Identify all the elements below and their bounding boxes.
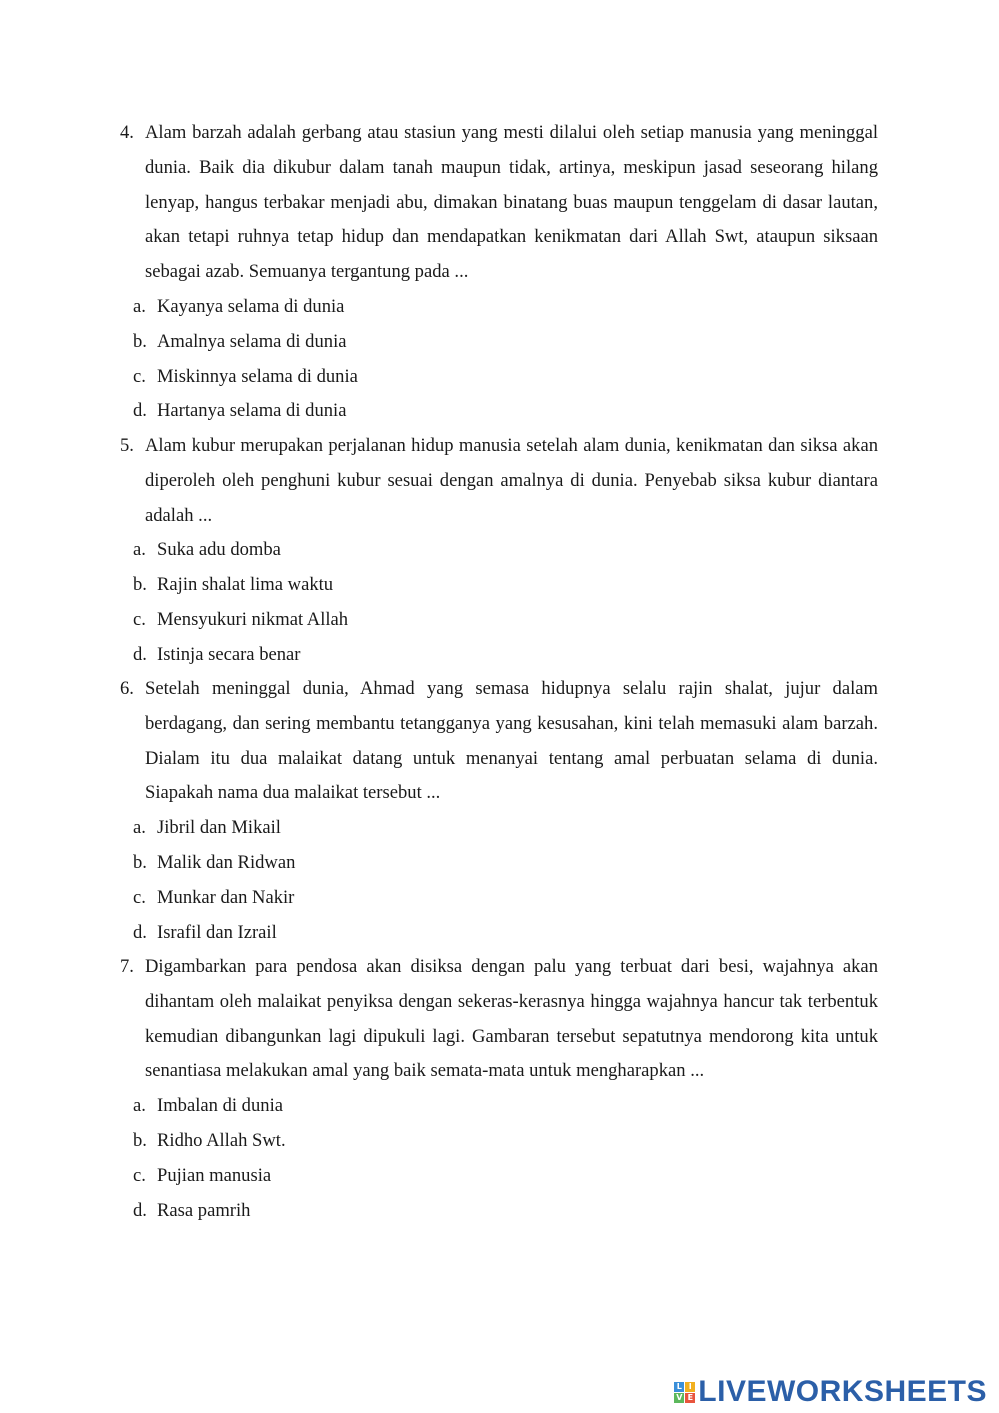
logo-mark-letter: L bbox=[674, 1382, 684, 1392]
option-text: Ridho Allah Swt. bbox=[157, 1129, 286, 1151]
option-text: Kayanya selama di dunia bbox=[157, 295, 345, 317]
answer-option-d[interactable] bbox=[120, 916, 878, 951]
answer-option-c[interactable] bbox=[120, 1159, 878, 1194]
option-letter: a. bbox=[133, 295, 146, 317]
option-letter: c. bbox=[133, 365, 146, 387]
logo-text: LIVEWORKSHEETS bbox=[698, 1375, 987, 1408]
answer-option-b[interactable] bbox=[120, 846, 878, 881]
option-text: Jibril dan Mikail bbox=[157, 817, 281, 839]
answer-option-d[interactable] bbox=[120, 1194, 878, 1229]
answer-options bbox=[120, 533, 878, 672]
answer-option-b[interactable] bbox=[120, 568, 878, 603]
liveworksheets-logo bbox=[674, 1377, 987, 1407]
answer-option-a[interactable] bbox=[120, 1089, 878, 1124]
logo-mark-icon bbox=[674, 1382, 695, 1403]
option-text: Israfil dan Izrail bbox=[157, 921, 277, 943]
option-text: Istinja secara benar bbox=[157, 643, 301, 665]
option-text: Mensyukuri nikmat Allah bbox=[157, 608, 349, 630]
option-text: Rajin shalat lima waktu bbox=[157, 574, 334, 596]
logo-mark-letter: E bbox=[685, 1393, 695, 1403]
option-letter: a. bbox=[133, 539, 146, 561]
option-letter: d. bbox=[133, 921, 147, 943]
answer-options bbox=[120, 290, 878, 429]
answer-option-c[interactable] bbox=[120, 881, 878, 916]
question-number: 5. bbox=[120, 435, 134, 456]
answer-option-a[interactable] bbox=[120, 290, 878, 325]
question-5 bbox=[120, 429, 878, 673]
option-letter: c. bbox=[133, 886, 146, 908]
option-text: Hartanya selama di dunia bbox=[157, 400, 347, 422]
question-text: Digambarkan para pendosa akan disiksa dengan palu yang terbuat dari besi, wajahnya akan dihantam oleh malaikat penyiksa dengan sekeras-kerasnya hingga wajahnya hancur tak terbentuk kemudian dibangunkan lagi dipukuli lagi. Gambaran tersebut sepatutnya mendorong kita untuk senantiasa melakukan amal yang baik semata-mata untuk mengharapkan ... bbox=[145, 956, 878, 1082]
question-text: Setelah meninggal dunia, Ahmad yang semasa hidupnya selalu rajin shalat, jujur dalam berdagang, dan sering membantu tetangganya yang kesusahan, kini telah memasuki alam barzah. Dialam itu dua malaikat datang untuk menanyai tentang amal perbuatan selama di dunia. Siapakah nama dua malaikat tersebut ... bbox=[145, 678, 878, 804]
question-number: 7. bbox=[120, 956, 134, 977]
option-letter: c. bbox=[133, 1164, 146, 1186]
answer-option-c[interactable] bbox=[120, 603, 878, 638]
option-letter: d. bbox=[133, 1199, 147, 1221]
option-text: Malik dan Ridwan bbox=[157, 851, 296, 873]
question-6 bbox=[120, 672, 878, 950]
option-letter: b. bbox=[133, 851, 147, 873]
answer-option-a[interactable] bbox=[120, 533, 878, 568]
option-letter: b. bbox=[133, 1129, 147, 1151]
option-letter: b. bbox=[133, 330, 147, 352]
option-text: Suka adu domba bbox=[157, 539, 281, 561]
answer-option-d[interactable] bbox=[120, 638, 878, 673]
answer-option-b[interactable] bbox=[120, 1124, 878, 1159]
option-text: Amalnya selama di dunia bbox=[157, 330, 347, 352]
option-letter: a. bbox=[133, 1095, 146, 1117]
answer-options bbox=[120, 1089, 878, 1228]
option-letter: b. bbox=[133, 574, 147, 596]
answer-option-c[interactable] bbox=[120, 360, 878, 395]
option-text: Imbalan di dunia bbox=[157, 1095, 283, 1117]
option-text: Miskinnya selama di dunia bbox=[157, 365, 358, 387]
question-text: Alam barzah adalah gerbang atau stasiun yang mesti dilalui oleh setiap manusia yang meninggal dunia. Baik dia dikubur dalam tanah maupun tidak, artinya, meskipun jasad seseorang hilang lenyap, hangus terbakar menjadi abu, dimakan binatang buas maupun tenggelam di dasar lautan, akan tetapi ruhnya tetap hidup dan mendapatkan kenikmatan dari Allah Swt, ataupun siksaan sebagai azab. Semuanya tergantung pada ... bbox=[145, 122, 878, 283]
logo-mark-letter: I bbox=[685, 1382, 695, 1392]
question-number: 6. bbox=[120, 678, 134, 699]
question-number: 4. bbox=[120, 122, 134, 143]
option-text: Munkar dan Nakir bbox=[157, 886, 295, 908]
option-letter: c. bbox=[133, 608, 146, 630]
option-text: Pujian manusia bbox=[157, 1164, 272, 1186]
logo-mark-letter: V bbox=[676, 1392, 683, 1402]
option-letter: a. bbox=[133, 817, 146, 839]
question-4 bbox=[120, 116, 878, 429]
answer-options bbox=[120, 811, 878, 950]
answer-option-b[interactable] bbox=[120, 325, 878, 360]
question-7 bbox=[120, 950, 878, 1228]
answer-option-d[interactable] bbox=[120, 394, 878, 429]
option-letter: d. bbox=[133, 400, 147, 422]
question-text: Alam kubur merupakan perjalanan hidup manusia setelah alam dunia, kenikmatan dan siksa akan diperoleh oleh penghuni kubur sesuai dengan amalnya di dunia. Penyebab siksa kubur diantara adalah ... bbox=[145, 435, 878, 526]
option-letter: d. bbox=[133, 643, 147, 665]
option-text: Rasa pamrih bbox=[157, 1199, 251, 1221]
answer-option-a[interactable] bbox=[120, 811, 878, 846]
